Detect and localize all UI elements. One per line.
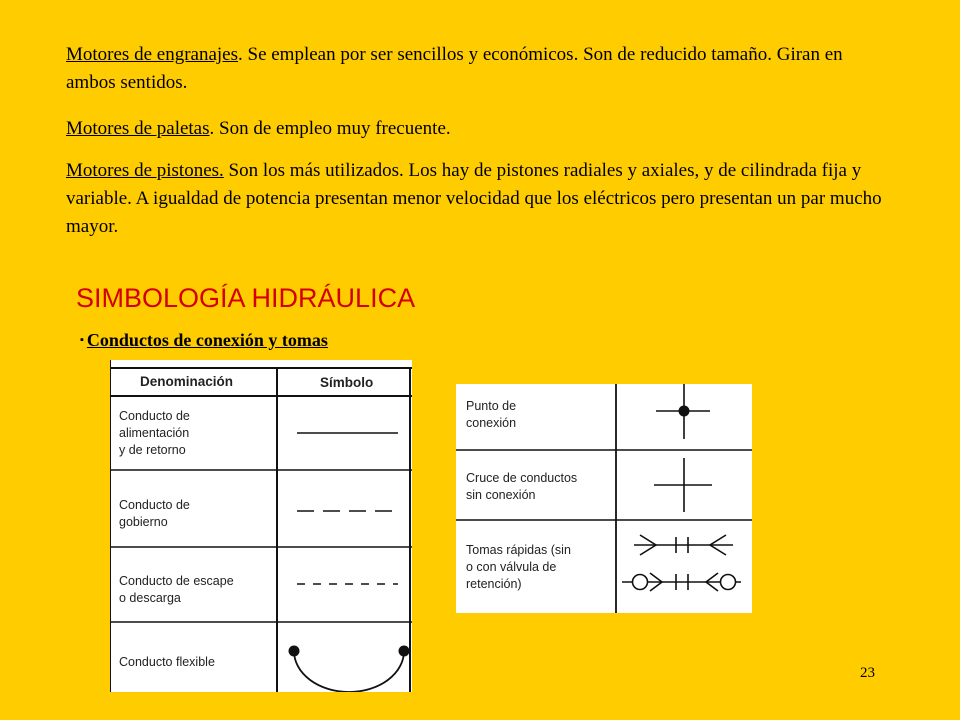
text-engranajes: . Se emplean por ser sencillos y económicos. Son de reducido tamaño. Giran en ambos sentidos.	[66, 44, 843, 93]
row-conducto-escape: Conducto de escape o descarga	[119, 574, 234, 605]
symbols-table-conductos	[110, 360, 412, 692]
paragraph-motores-pistones	[66, 157, 896, 241]
flexible-hose-symbol	[289, 646, 410, 692]
header-simbolo: Símbolo	[320, 375, 374, 390]
text-pistones: Son los más utilizados. Los hay de pistones radiales y axiales, y de cilindrada fija y variable. A igualdad de potencia presentan menor velocidad que los eléctricos pero presentan un par mucho mayor.	[66, 160, 882, 237]
page-number: 23	[860, 665, 875, 681]
connection-point-symbol	[656, 384, 710, 439]
row-tomas-rapidas: Tomas rápidas (sin o con válvula de retención)	[466, 543, 571, 591]
section-title: SIMBOLOGÍA HIDRÁULICA	[76, 283, 416, 313]
text-paletas: . Son de empleo muy frecuente.	[209, 118, 451, 139]
lead-paletas: Motores de paletas	[66, 118, 210, 139]
symbols-table-conexiones	[456, 384, 752, 613]
row-conducto-flexible: Conducto flexible	[119, 655, 215, 669]
paragraph-motores-paletas	[66, 115, 896, 143]
lead-pistones: Motores de pistones.	[66, 160, 224, 181]
row-conducto-alimentacion: Conducto de alimentación y de retorno	[119, 409, 190, 457]
row-conducto-gobierno: Conducto de gobierno	[119, 498, 190, 529]
lead-engranajes: Motores de engranajes	[66, 44, 238, 65]
crossing-no-connection-symbol	[654, 458, 712, 512]
row-punto-conexion: Punto de conexión	[466, 399, 517, 430]
row-cruce-conductos: Cruce de conductos sin conexión	[466, 471, 578, 502]
quick-coupling-symbol	[622, 535, 741, 591]
header-denominacion: Denominación	[140, 374, 234, 389]
bullet-icon: ▪	[80, 334, 84, 346]
subsection-title: Conductos de conexión y tomas	[86, 330, 328, 350]
subsection-heading	[80, 330, 328, 351]
paragraph-motores-engranajes	[66, 41, 896, 97]
